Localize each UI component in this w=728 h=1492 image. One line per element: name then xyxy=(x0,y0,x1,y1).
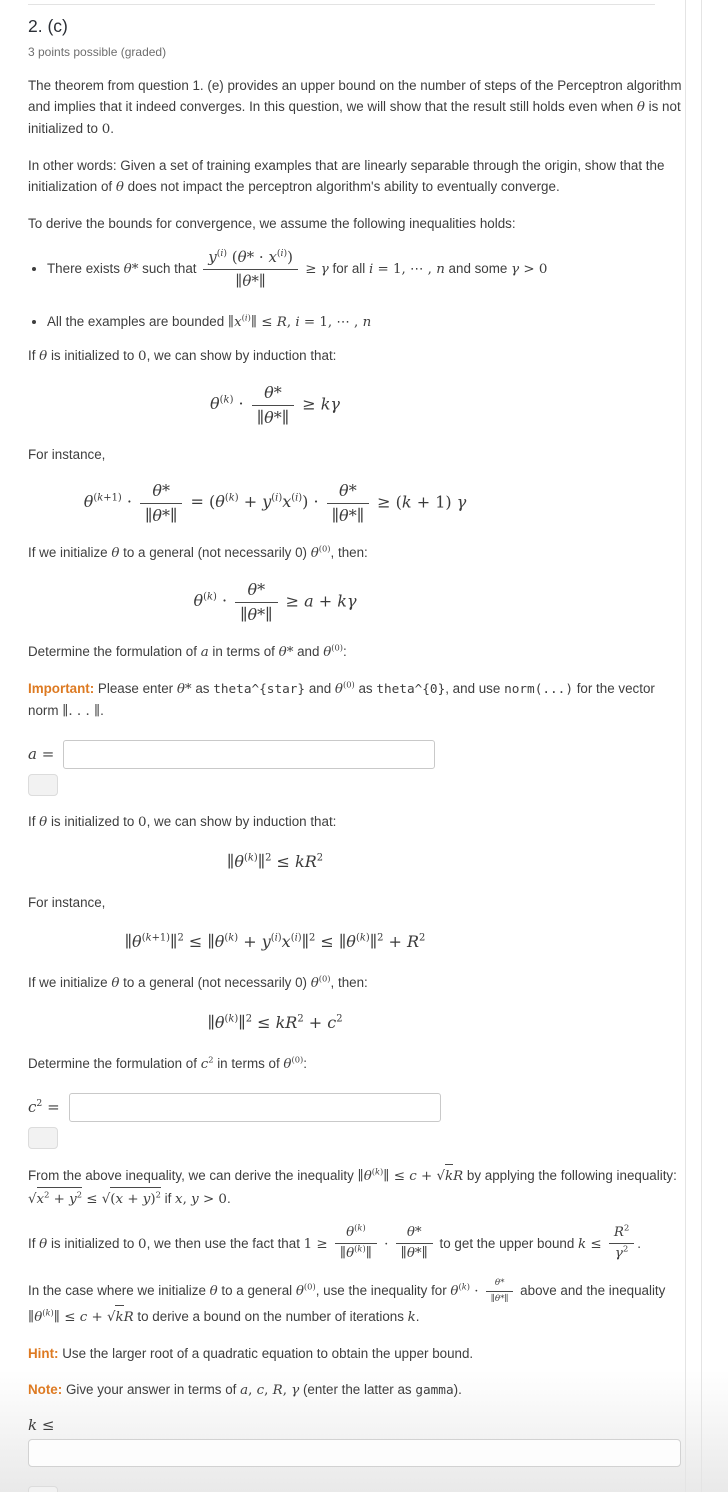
important-callout xyxy=(28,678,682,722)
scrollbar-track-border xyxy=(701,0,702,1492)
equation-k-gamma: $\theta^{(k)}$ · $\frac{\theta*}{\parallel\theta*\parallel}$ ≥ kγ xyxy=(210,382,340,427)
hint-label: Hint: xyxy=(28,1345,59,1361)
answer-row-a xyxy=(28,740,682,769)
important-text: Please enter θ* as theta^{star} and $\theta^{(0)}$ as theta^{0}, and use norm(...) for the vector norm ∥. . . ∥. xyxy=(28,679,655,719)
induction-zero-paragraph-2: If θ is initialized to 0, we can show by induction that: xyxy=(28,813,337,830)
content-right-border xyxy=(685,0,686,1492)
answer-input-k[interactable] xyxy=(28,1439,681,1467)
answer-label-k: k ≤ xyxy=(28,1415,55,1434)
induction-zero-paragraph-1: If θ is initialized to 0, we can show by induction that: xyxy=(28,347,337,364)
hint-callout xyxy=(28,1343,682,1364)
fact-bound-paragraph: If θ is initialized to 0, we then use the fact that 1 ≥ $\frac{\theta^{(k)}}{\parallel\theta^{(k)}\parallel}$ · $\frac{\theta*}{\parallel\theta*\parallel}$ to get the upper bound k ≤ $\frac{R^2}{\gamma^2}$ . xyxy=(28,1222,641,1262)
important-label: Important: xyxy=(28,680,95,696)
general-init-paragraph-1: If we initialize θ to a general (not necessarily 0) $\theta^{(0)}$, then: xyxy=(28,543,368,561)
determine-a-paragraph: Determine the formulation of a in terms of θ* and $\theta^{(0)}$: xyxy=(28,642,347,660)
assumptions-list xyxy=(28,248,682,333)
assumptions-paragraph: To derive the bounds for convergence, we assume the following inequalities holds: xyxy=(28,216,516,231)
hint-text: Use the larger root of a quadratic equation to obtain the upper bound. xyxy=(58,1345,474,1361)
intro-paragraph-1: The theorem from question 1. (e) provides an upper bound on the number of steps of the Perceptron algorithm and implies that it indeed converges. In this question, we will show that the result still holds even when θ is not initialized to 0. xyxy=(28,78,682,137)
answer-input-c2[interactable] xyxy=(69,1093,441,1122)
for-instance-1: For instance, xyxy=(28,446,106,462)
answer-row-c2 xyxy=(28,1093,682,1122)
determine-c2-paragraph: Determine the formulation of $c^2$ in terms of $\theta^{(0)}$: xyxy=(28,1054,307,1072)
note-label: Note: xyxy=(28,1381,63,1397)
equation-norm-kr2: $\parallel\theta^{(k)}\parallel^2 \le kR^2$ xyxy=(226,851,324,871)
general-init-paragraph-2: If we initialize θ to a general (not necessarily 0) $\theta^{(0)}$, then: xyxy=(28,973,368,991)
note-callout xyxy=(28,1379,682,1401)
general-case-paragraph: In the case where we initialize θ to a general $\theta^{(0)}$, use the inequality for $\theta^{(k)}$ · $\frac{\theta*}{\parallel\theta*\parallel}$ above and the inequality $\parallel\theta^{(k)}\parallel \le c + √kR$ to derive a bound on the number of iterations k. xyxy=(28,1278,682,1328)
assumption-item-bounded: • All the examples are bounded $\parallel x^{(i)}\parallel \le R$, i = 1, ⋯ , n xyxy=(47,311,682,333)
answer-status-box-a xyxy=(28,774,58,796)
equation-k-plus-1-gamma: $\theta^{(k+1)}$ · $\frac{\theta*}{\parallel\theta*\parallel}$ = $(\theta^{(k)} + y^{(i)}x^{(i)})$ · $\frac{\theta*}{\parallel\theta*\parallel}$ ≥ (k + 1) γ xyxy=(83,480,467,525)
points-possible: 3 points possible (graded) xyxy=(28,45,167,59)
equation-norm-kr2-c2: $\parallel\theta^{(k)}\parallel^2 \le kR^2 + c^2$ xyxy=(207,1012,343,1032)
answer-label-c2: $c^2$ = xyxy=(28,1097,60,1116)
intro-paragraph-2: In other words: Given a set of training examples that are linearly separable through the origin, show that the initialization of θ does not impact the perceptron algorithm's ability to eventually converge. xyxy=(28,158,665,195)
answer-label-a: a = xyxy=(28,744,55,763)
answer-input-a[interactable] xyxy=(63,740,435,769)
equation-norm-k-plus-1: $\parallel\theta^{(k+1)}\parallel^2$ ≤ $\parallel\theta^{(k)}$ + $y^{(i)}x^{(i)}\parallel^2$ ≤ $\parallel\theta^{(k)}\parallel^2 + R^2$ xyxy=(124,931,426,951)
sqrt-inequality-paragraph: From the above inequality, we can derive the inequality $\parallel\theta^{(k)}\parallel \le c + √kR$ by applying the following inequality: $√x^2 + y^2 \le √(x + y)^2$ if x, y > 0. xyxy=(28,1164,682,1210)
equation-a-plus-k-gamma: $\theta^{(k)}$ · $\frac{\theta*}{\parallel\theta*\parallel}$ ≥ a + kγ xyxy=(193,579,357,624)
problem-title: 2. (c) xyxy=(28,16,68,36)
assumption-item-theta-star: • There exists θ* such that $\frac{y^{(i)} (\theta* \cdot x^{(i)})}{\parallel\theta*\parallel}$ ≥ γ for all i = 1, ⋯ , n and some γ > 0 xyxy=(47,248,682,291)
note-text: Give your answer in terms of a, c, R, γ (enter the latter as gamma). xyxy=(62,1381,462,1398)
answer-status-box-k xyxy=(28,1486,58,1492)
for-instance-2: For instance, xyxy=(28,894,106,910)
problem-content xyxy=(0,4,728,1467)
answer-status-box-c2 xyxy=(28,1127,58,1149)
top-divider xyxy=(28,4,655,5)
